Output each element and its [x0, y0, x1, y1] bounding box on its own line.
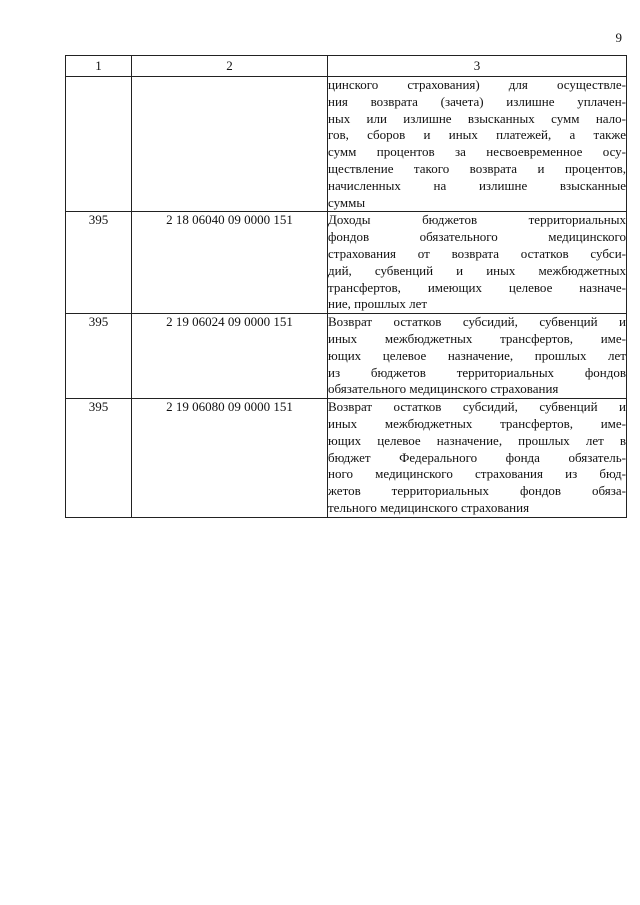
description-line: гов, сборов и иных платежей, а также: [328, 127, 626, 143]
description-line: иных межбюджетных трансфертов, име-: [328, 415, 626, 431]
budget-code-cell: [132, 77, 328, 212]
table-row: [66, 77, 627, 212]
column-header-2: 2: [132, 56, 328, 77]
description-line: ние, прошлых лет: [328, 296, 428, 312]
column-header-3: 3: [328, 56, 627, 77]
table-header-row: [66, 56, 627, 77]
description-cell: [328, 314, 627, 399]
description-line: страхования от возврата остатков субси-: [328, 245, 626, 261]
description-line: ющих целевое назначение, прошлых лет в: [328, 432, 626, 448]
description-line: тельного медицинского страхования: [328, 499, 530, 515]
description-line: ных или излишне взысканных сумм нало-: [328, 110, 626, 126]
table-header: [66, 56, 627, 77]
table-row: [66, 212, 627, 314]
table-body: [66, 77, 627, 518]
page-number: 9: [615, 30, 622, 45]
description-line: обязательного медицинского страхования: [328, 381, 559, 397]
description-line: бюджет Федерального фонда обязатель-: [328, 449, 626, 465]
admin-code-cell: 395: [66, 399, 132, 518]
description-line: жетов территориальных фондов обяза-: [328, 483, 626, 499]
admin-code-cell: 395: [66, 314, 132, 399]
description-line: начисленных на излишне взысканные: [328, 177, 626, 193]
admin-code-cell: 395: [66, 212, 132, 314]
budget-code-cell: 2 19 06024 09 0000 151: [132, 314, 328, 399]
admin-code-cell: [66, 77, 132, 212]
column-header-1: 1: [66, 56, 132, 77]
budget-code-cell: 2 18 06040 09 0000 151: [132, 212, 328, 314]
description-line: дий, субвенций и иных межбюджетных: [328, 262, 626, 278]
description-line: иных межбюджетных трансфертов, име-: [328, 330, 626, 346]
table-row: [66, 314, 627, 399]
description-cell: [328, 399, 627, 518]
description-line: сумм процентов за несвоевременное осу-: [328, 144, 626, 160]
budget-code-cell: 2 19 06080 09 0000 151: [132, 399, 328, 518]
description-line: ния возврата (зачета) излишне уплачен-: [328, 93, 626, 109]
description-cell: [328, 212, 627, 314]
description-line: Возврат остатков субсидий, субвенций и: [328, 314, 626, 330]
description-line: ного медицинского страхования из бюд-: [328, 466, 626, 482]
budget-code-table: [65, 55, 627, 518]
description-cell: [328, 77, 627, 212]
table-row: [66, 399, 627, 518]
description-line: ществление такого возврата и процентов,: [328, 160, 626, 176]
description-line: цинского страхования) для осуществле-: [328, 77, 626, 92]
description-line: суммы: [328, 194, 366, 210]
description-line: Доходы бюджетов территориальных: [328, 212, 626, 228]
description-line: ющих целевое назначение, прошлых лет: [328, 347, 626, 363]
description-line: трансфертов, имеющих целевое назначе-: [328, 279, 626, 295]
description-line: фондов обязательного медицинского: [328, 229, 626, 245]
description-line: из бюджетов территориальных фондов: [328, 364, 626, 380]
description-line: Возврат остатков субсидий, субвенций и: [328, 399, 626, 415]
